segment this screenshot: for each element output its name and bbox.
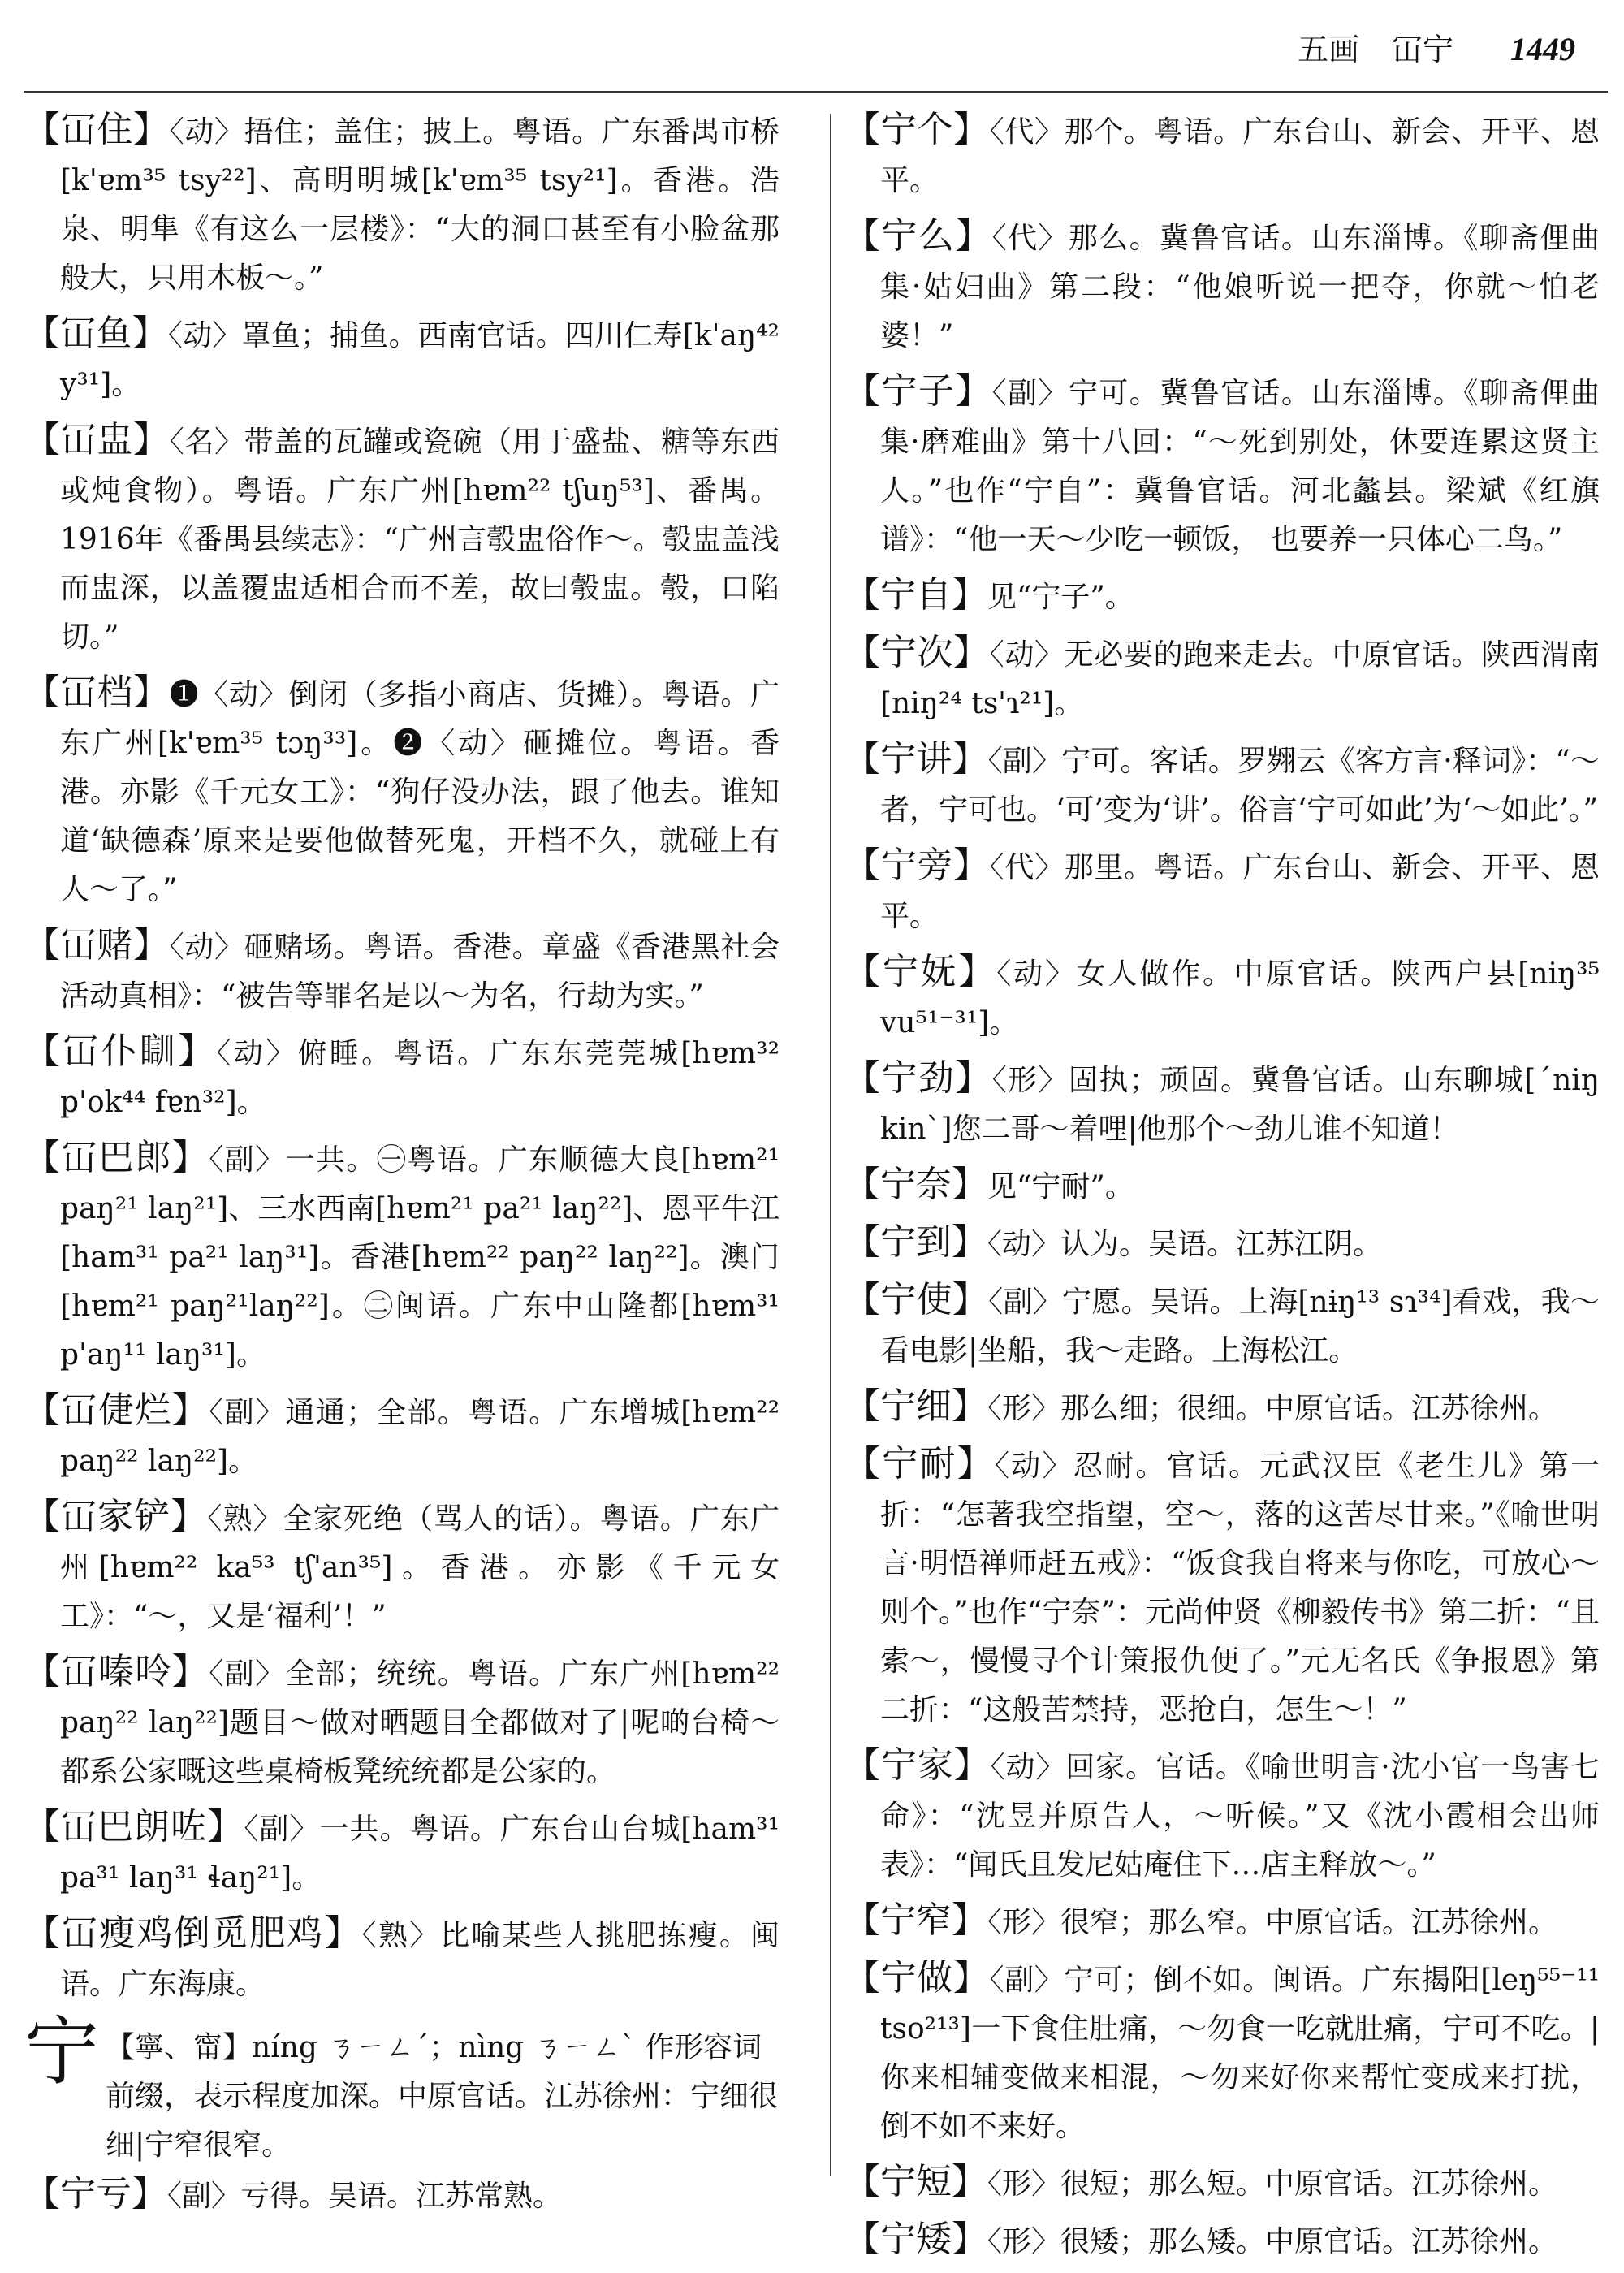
entry-headword: 【宁细】 [844,1385,987,1427]
entry-definition: 〈副〉全部；统统。粤语。广东广州[hɐm²² paŋ²² laŋ²²]题目～做对晒题目全都做对了|呢啲台椅～都系公家嘅这些桌椅板凳统统都是公家的。 [60,1657,780,1788]
page-number: 1449 [1510,31,1575,67]
entry-headword: 【宁讲】 [844,738,988,780]
section-label: 五画 [1297,32,1359,67]
entry-headword: 【宁自】 [844,574,987,616]
entry-definition: 〈副〉宁可；倒不如。闽语。广东揭阳[leŋ⁵⁵⁻¹¹ tso²¹³]一下食住肚痛，～勿食一吃就肚痛，宁可不吃。|你来相辅变做来相混，～勿来好你来帮忙变成来打扰，倒不如不来好。 [880,1964,1600,2143]
entry-headword: 【冚盅】 [24,419,170,460]
dictionary-entry [24,1803,780,1903]
entry-headword: 【冚巴朗咗】 [24,1806,244,1847]
header-rule [24,91,1608,93]
entry-headword: 【宁到】 [844,1221,987,1263]
dictionary-entry [24,921,780,1021]
entry-headword: 【冚巴郎】 [24,1137,209,1178]
entry-headword: 【冚住】 [24,109,170,150]
dictionary-entry [844,1160,1600,1212]
dictionary-entry [24,1386,780,1486]
headword-entry [24,2008,780,2170]
entry-headword: 【冚鱼】 [24,313,168,354]
entry-definition: 〈动〉俯睡。粤语。广东东莞莞城[hɐm³² p'ok⁴⁴ fɐn³²]。 [60,1037,780,1119]
column-divider [830,114,831,2176]
right-column [844,106,1600,2273]
headword-char: 宁 [24,2008,100,2095]
entry-headword: 【宁亏】 [24,2173,167,2215]
entry-definition: 〈副〉亏得。吴语。江苏常熟。 [167,2180,563,2213]
entry-definition: 〈名〉带盖的瓦罐或瓷碗（用于盛盐、糖等东西或炖食物）。粤语。广东广州[hɐm²² tʃuŋ⁵³]、番禺。1916年《番禺县续志》：“广州言彀盅俗作～。彀盅盖浅而盅深，以盖覆盅适相合而不差，故曰彀盅。彀，口陷切。” [60,426,780,654]
headword-text: 【寧、甯】níng ㄋㄧㄥˊ；nìng ㄋㄧㄥˋ 作形容词前缀，表示程度加深。中原官话。江苏徐州：宁细很细|宁窄很窄。 [106,2031,779,2162]
entry-headword: 【宁家】 [844,1744,991,1786]
entry-definition: 〈形〉很矮；那么矮。中原官话。江苏徐州。 [987,2225,1558,2258]
dictionary-entry [844,367,1600,564]
entry-headword: 【冚档】 [24,672,170,713]
dictionary-entry [24,1493,780,1641]
entry-headword: 【宁个】 [844,109,990,150]
entry-headword: 【宁耐】 [844,1443,996,1484]
entry-definition: 〈副〉宁可。客话。罗翙云《客方言·释词》：“～者，宁可也。‘可’变为‘讲’。俗言‘宁可如此’为‘～如此’。” [880,745,1600,827]
entry-definition: ❶〈动〉倒闭（多指小商店、货摊）。粤语。广东广州[k'ɐm³⁵ tɔŋ³³]。❷〈动〉砸摊位。粤语。香港。亦影《千元女工》：“狗仔没办法，跟了他去。谁知道‘缺德森’原来是要他做替死鬼，开档不久，就碰上有人～了。” [60,678,780,906]
entry-definition: 〈形〉很窄；那么窄。中原官话。江苏徐州。 [987,1906,1558,1939]
dictionary-entry [844,571,1600,622]
entry-definition: 〈形〉固执；顽固。冀鲁官话。山东聊城[ˊniŋ kinˋ]您二哥～着哩|他那个～劲儿谁不知道！ [880,1064,1600,1146]
dictionary-entry [844,1054,1600,1154]
entry-headword: 【冚仆瞓】 [24,1031,217,1072]
left-column [24,106,780,2228]
entry-headword: 【宁妩】 [844,951,997,992]
dictionary-entry [24,416,780,662]
dictionary-entry [24,1134,780,1380]
entry-headword: 【宁次】 [844,632,990,673]
entry-definition: 〈动〉认为。吴语。江苏江阴。 [987,1228,1383,1261]
dictionary-entry [844,2158,1600,2209]
dictionary-entry [844,1440,1600,1735]
dictionary-entry [844,1954,1600,2151]
entry-definition: 见“宁耐”。 [987,1170,1134,1203]
entry-definition: 〈熟〉全家死绝（骂人的话）。粤语。广东广州[hɐm²² ka⁵³ tʃ'an³⁵]。香港。亦影《千元女工》：“～，又是‘福利’！” [60,1502,780,1633]
entry-headword: 【宁做】 [844,1957,990,1999]
dictionary-entry [844,1218,1600,1269]
dictionary-entry [844,1382,1600,1433]
entry-headword: 【冚嗪呤】 [24,1651,209,1692]
entry-headword: 【宁奈】 [844,1164,987,1205]
entry-definition: 〈动〉砸赌场。粤语。香港。章盛《香港黑社会活动真相》：“被告等罪名是以～为名，行劫为实。” [60,931,780,1013]
dictionary-entry [24,2170,780,2221]
dictionary-entry [844,106,1600,205]
entry-definition: 〈副〉宁可。冀鲁官话。山东淄博。《聊斋俚曲集·磨难曲》第十八回：“～死到别处，休要连累这贤主人。”也作“宁自”：冀鲁官话。河北蠡县。梁斌《红旗谱》：“他一天～少吃一顿饭， 也要养一只体心二鸟。” [880,377,1600,556]
entry-headword: 【冚家铲】 [24,1496,208,1537]
entry-definition: 〈动〉捂住；盖住；披上。粤语。广东番禺市桥[k'ɐm³⁵ tsy²²]、高明明城[k'ɐm³⁵ tsy²¹]。香港。浩泉、明隼《有这么一层楼》：“大的洞口甚至有小脸盆那般大，只用木板～。” [60,115,780,295]
dictionary-entry [24,668,780,914]
entry-headword: 【宁子】 [844,370,992,412]
entry-headword: 【宁旁】 [844,845,990,886]
entry-definition: 〈动〉回家。官话。《喻世明言·沈小官一鸟害七命》：“沈昱并原告人，～听候。”又《沈小霞相会出师表》：“闻氏且发尼姑庵住下…店主释放～。” [880,1751,1600,1882]
header-chars: 冚宁 [1391,32,1453,67]
entry-definition: 〈副〉通通；全部。粤语。广东增城[hɐm²² paŋ²² laŋ²²]。 [60,1396,780,1478]
entry-headword: 【冚赌】 [24,924,170,966]
entry-definition: 〈熟〉比喻某些人挑肥拣瘦。闽语。广东海康。 [60,1919,780,2001]
entry-definition: 〈动〉无必要的跑来走去。中原官话。陕西渭南[niŋ²⁴ ts'ɿ²¹]。 [880,638,1600,720]
entry-definition: 〈形〉很短；那么短。中原官话。江苏徐州。 [987,2167,1558,2201]
dictionary-entry [844,2215,1600,2267]
entry-headword: 【冚倢烂】 [24,1389,209,1431]
entry-definition: 〈代〉那里。粤语。广东台山、新会、开平、恩平。 [880,851,1600,933]
dictionary-entry [844,1741,1600,1890]
dictionary-entry [844,629,1600,728]
entry-definition: 〈动〉忍耐。官话。元武汉臣《老生儿》第一折：“怎著我空指望，空～，落的这苦尽甘来。”《喻世明言·明悟禅师赶五戒》：“饭食我自将来与你吃，可放心～则个。”也作“宁奈”：元尚仲贤《柳毅传书》第二折：“且索～，慢慢寻个计策报仇便了。”元无名氏《争报恩》第二折：“这般苦禁持，恶抢白，怎生～！” [880,1450,1600,1726]
entry-headword: 【宁么】 [844,215,992,257]
dictionary-entry [844,735,1600,835]
dictionary-entry [24,106,780,303]
running-header [1298,24,1575,69]
entry-definition: 〈动〉罩鱼；捕鱼。西南官话。四川仁寿[k'aŋ⁴² y³¹]。 [60,319,780,401]
dictionary-entry [844,841,1600,941]
dictionary-entry [844,212,1600,361]
entry-definition: 〈副〉宁愿。吴语。上海[nɨŋ¹³ sɿ³⁴]看戏，我～看电影|坐船，我～走路。上海松江。 [880,1286,1600,1368]
dictionary-entry [24,1648,780,1796]
dictionary-entry [24,1909,780,2009]
entry-definition: 〈代〉那个。粤语。广东台山、新会、开平、恩平。 [880,115,1600,197]
dictionary-entry [24,309,780,409]
dictionary-entry [844,1896,1600,1947]
entry-headword: 【宁矮】 [844,2219,987,2260]
dictionary-entry [844,948,1600,1048]
entry-headword: 【宁劲】 [844,1057,992,1099]
entry-definition: 〈副〉一共。㊀粤语。广东顺德大良[hɐm²¹ paŋ²¹ laŋ²¹]、三水西南[hɐm²¹ pa²¹ laŋ²²]、恩平牛江[ham³¹ pa²¹ laŋ³¹]。香港[hɐm²² paŋ²² laŋ²²]。澳门[hɐm²¹ paŋ²¹laŋ²²]。㊁闽语。广东中山隆都[hɐm³¹ p'aŋ¹¹ laŋ³¹]。 [60,1143,780,1372]
entry-headword: 【宁使】 [844,1279,989,1320]
entry-headword: 【冚瘦鸡倒觅肥鸡】 [24,1912,362,1954]
entry-definition: 〈形〉那么细；很细。中原官话。江苏徐州。 [987,1392,1558,1425]
entry-definition: 见“宁子”。 [987,581,1134,614]
entry-definition: 〈代〉那么。冀鲁官话。山东淄博。《聊斋俚曲集·姑妇曲》第二段：“他娘听说一把夺，你就～怕老婆！” [880,222,1600,352]
dictionary-entry [24,1027,780,1127]
entry-definition: 〈副〉一共。粤语。广东台山台城[ham³¹ pa³¹ laŋ³¹ ɬaŋ²¹]。 [60,1813,780,1895]
entry-headword: 【宁短】 [844,2161,987,2202]
entry-definition: 〈动〉女人做作。中原官话。陕西户县[niŋ³⁵ vu⁵¹⁻³¹]。 [880,957,1600,1039]
entry-headword: 【宁窄】 [844,1899,987,1941]
dictionary-entry [844,1276,1600,1376]
